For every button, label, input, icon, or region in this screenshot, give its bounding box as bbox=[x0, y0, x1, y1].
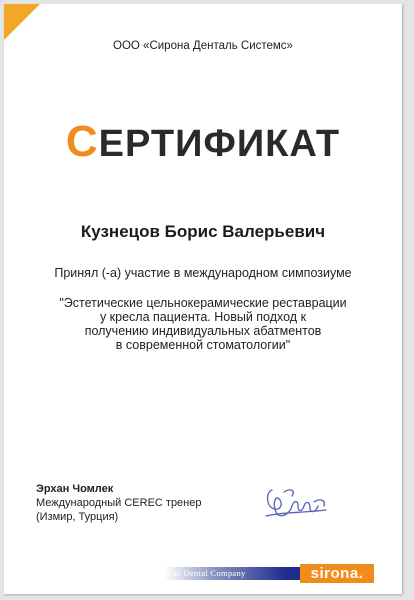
symposium-line: получению индивидуальных абатментов bbox=[84, 324, 322, 338]
title-rest: ЕРТИФИКАТ bbox=[98, 123, 341, 165]
recipient-name: Кузнецов Борис Валерьевич bbox=[80, 222, 326, 241]
trainer-role: Международный CEREC тренер bbox=[36, 497, 202, 509]
certificate-title bbox=[4, 117, 402, 166]
symposium-line: "Эстетические цельнокерамические реставрации bbox=[59, 296, 347, 310]
title-first-letter: С bbox=[65, 117, 99, 166]
trainer-block bbox=[36, 482, 202, 524]
footer-tagline: The Dental Company bbox=[167, 568, 246, 578]
trainer-location: (Измир, Турция) bbox=[36, 511, 119, 523]
trainer-name: Эрхан Чомлек bbox=[36, 483, 114, 495]
symposium-title bbox=[54, 296, 352, 352]
symposium-line: у кресла пациента. Новый подход к bbox=[99, 310, 307, 324]
corner-accent bbox=[4, 4, 40, 40]
certificate-sheet bbox=[4, 4, 402, 594]
brand-logo: sirona. bbox=[300, 564, 374, 583]
participation-text: Принял (-а) участие в международном симпозиуме bbox=[54, 266, 352, 280]
symposium-line: в современной стоматологии" bbox=[115, 338, 291, 352]
company-name: ООО «Сирона Денталь Системс» bbox=[113, 40, 293, 52]
signature-icon bbox=[262, 482, 332, 524]
